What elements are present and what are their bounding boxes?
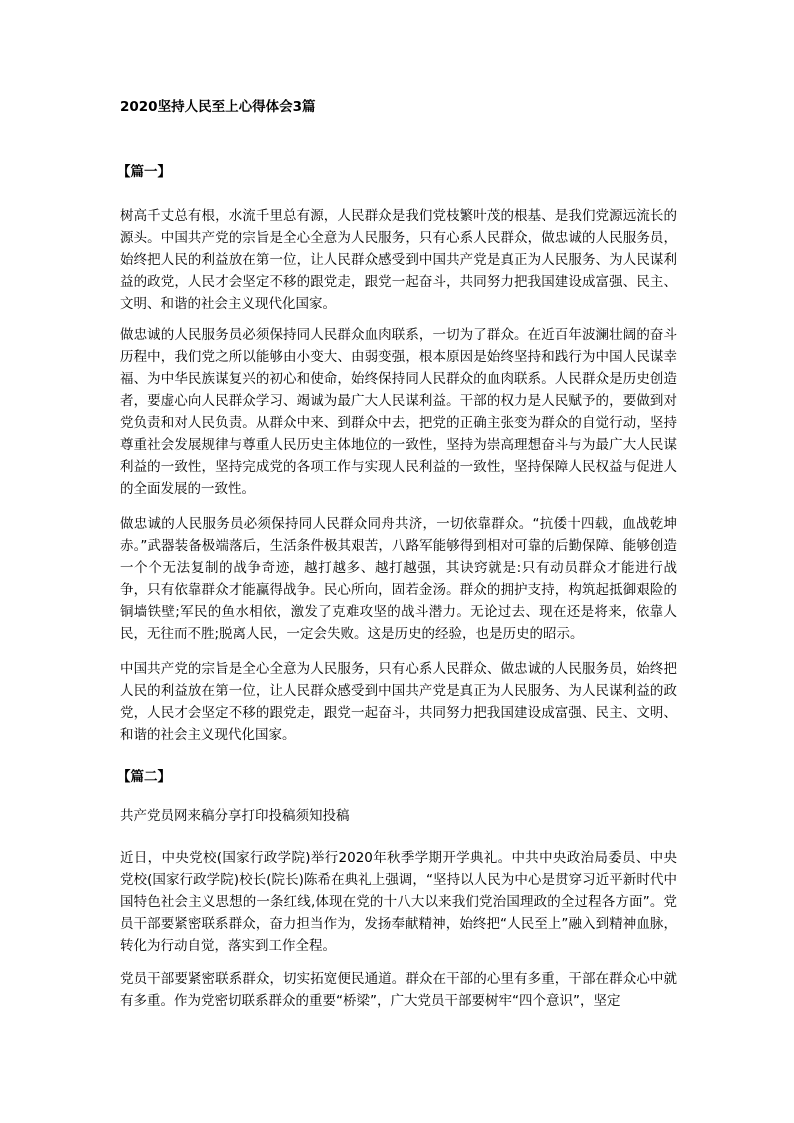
paragraph: 树高千丈总有根，水流千里总有源，人民群众是我们党枝繁叶茂的根基、是我们党源远流长的源头。中国共产党的宗旨是全心全意为人民服务，只有心系人民群众，做忠诚的人民服务员，始终把人民的利益放在第一位，让人民群众感受到中国共产党是真正为人民服务、为人民谋利益的政党，人民才会坚定不移的跟党走，跟党一起奋斗，共同努力把我国建设成富强、民主、文明、和谐的社会主义现代化国家。 [120, 208, 677, 312]
document-title: 2020坚持人民至上心得体会3篇 [120, 99, 316, 115]
section-subtitle: 共产党员网来稿分享打印投稿须知投稿 [120, 808, 350, 824]
paragraph: 做忠诚的人民服务员必须保持同人民群众血肉联系，一切为了群众。在近百年波澜壮阔的奋斗历程中，我们党之所以能够由小变大、由弱变强，根本原因是始终坚持和践行为中国人民谋幸福、为中华民族谋复兴的初心和使命，始终保持同人民群众的血肉联系。人民群众是历史创造者，要虚心向人民群众学习、竭诚为最广大人民谋利益。干部的权力是人民赋予的，要做到对党负责和对人民负责。从群众中来、到群众中去，把党的正确主张变为群众的自觉行动，坚持尊重社会发展规律与尊重人民历史主体地位的一致性，坚持为崇高理想奋斗与为最广大人民谋利益的一致性，坚持完成党的各项工作与实现人民利益的一致性，坚持保障人民权益与促进人的全面发展的一致性。 [120, 327, 677, 497]
paragraph: 做忠诚的人民服务员必须保持同人民群众同舟共济，一切依靠群众。“抗倭十四载，血战乾坤赤。”武器装备极端落后，生活条件极其艰苦，八路军能够得到相对可靠的后勤保障、能够创造一个个无法复制的战争奇迹，越打越多、越打越强，其诀窍就是:只有动员群众才能进行战争，只有依靠群众才能赢得战争。民心所向，固若金汤。群众的拥护支持，构筑起抵御艰险的铜墙铁壁;军民的鱼水相依，激发了克难攻坚的战斗潜力。无论过去、现在还是将来，依靠人民，无往而不胜;脱离人民，一定会失败。这是历史的经验，也是历史的昭示。 [120, 516, 677, 642]
paragraph: 近日，中央党校(国家行政学院)举行2020年秋季学期开学典礼。中共中央政治局委员、中央党校(国家行政学院)校长(院长)陈希在典礼上强调，“坚持以人民为中心是贯穿习近平新时代中国特色社会主义思想的一条红线,体现在党的十八大以来我们党治国理政的全过程各方面”。党员干部要紧密联系群众，奋力担当作为，发扬奉献精神，始终把“人民至上”融入到精神血脉，转化为行动自觉，落实到工作全程。 [120, 850, 677, 954]
paragraph: 中国共产党的宗旨是全心全意为人民服务，只有心系人民群众、做忠诚的人民服务员，始终把人民的利益放在第一位，让人民群众感受到中国共产党是真正为人民服务、为人民谋利益的政党，人民才会坚定不移的跟党走，跟党一起奋斗，共同努力把我国建设成富强、民主、文明、和谐的社会主义现代化国家。 [120, 661, 677, 743]
paragraph: 党员干部要紧密联系群众，切实拓宽便民通道。群众在干部的心里有多重，干部在群众心中就有多重。作为党密切联系群众的重要“桥梁”，广大党员干部要树牢“四个意识”，坚定 [120, 971, 677, 1009]
section-heading-1: 【篇一】 [117, 164, 171, 180]
section-heading-2: 【篇二】 [117, 769, 171, 785]
